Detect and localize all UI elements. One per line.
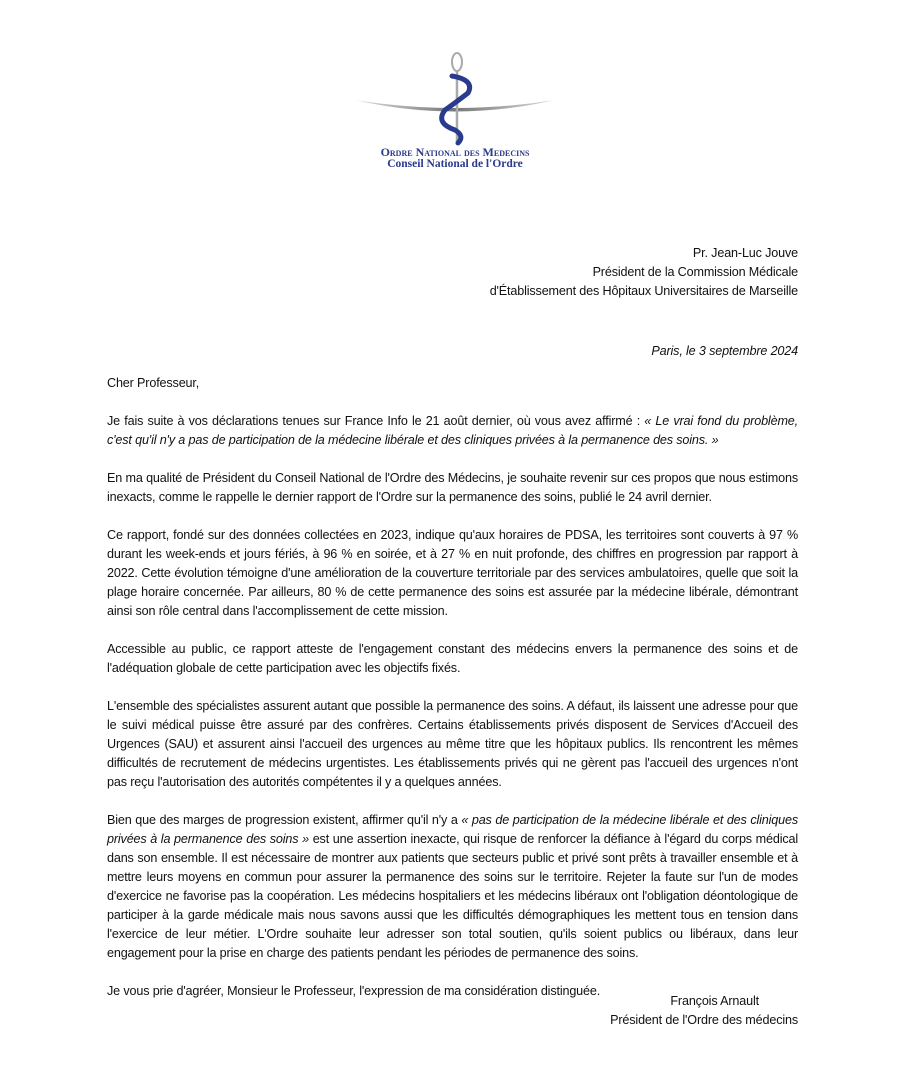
letter-body [107, 374, 798, 1020]
logo-subtitle: Conseil National de l'Ordre [387, 158, 523, 170]
recipient-title: Président de la Commission Médicale [592, 265, 798, 279]
quote: « pas de participation de la médecine libérale et des cliniques privées à la permanence des soins » [107, 813, 798, 846]
signer-title: Président de l'Ordre des médecins [610, 1013, 798, 1027]
paragraph-5: L'ensemble des spécialistes assurent autant que possible la permanence des soins. A défaut, ils laissent une adresse pour que le suivi médical puisse être assuré par des confrères. Certains établissements privés disposent de Services d'Accueil des Urgences (SAU) et assurent ainsi l'accueil des urgences au même titre que les hôpitaux publics. Ils rencontrent les mêmes difficultés de recrutement de médecins urgentistes. Les établissements privés qui ne gèrent pas l'accueil des urgences n'ont pas reçu l'autorisation des autorités compétentes il y a quelques années. [107, 699, 798, 789]
salutation: Cher Professeur, [107, 376, 200, 390]
letter-date: Paris, le 3 septembre 2024 [651, 344, 798, 358]
recipient-name: Pr. Jean-Luc Jouve [692, 246, 798, 260]
recipient-institution: d'Établissement des Hôpitaux Universitaires de Marseille [489, 284, 798, 298]
paragraph-1 [107, 412, 798, 450]
caduceus-icon [350, 48, 560, 148]
quote: « Le vrai fond du problème, c'est qu'il n'y a pas de participation de la médecine libérale et des cliniques privées à la permanence des soins. » [107, 414, 798, 447]
paragraph-text: Je fais suite à vos déclarations tenues sur France Info le 21 août dernier, où vous avez affirmé : [107, 414, 645, 428]
signature-block [610, 992, 798, 1030]
logo-title: Ordre National des Medecins [380, 145, 530, 159]
paragraph-2: En ma qualité de Président du Conseil National de l'Ordre des Médecins, je souhaite revenir sur ces propos que nous estimons inexacts, comme le rappelle le dernier rapport de l'Ordre sur la permanence des soins, publié le 24 avril dernier. [107, 471, 798, 504]
signer-name: François Arnault [670, 994, 759, 1008]
paragraph-3: Ce rapport, fondé sur des données collectées en 2023, indique qu'aux horaires de PDSA, les territoires sont couverts à 97 % durant les week-ends et jours fériés, à 96 % en soirée, et à 27 % en nuit profonde, des chiffres en progression par rapport à 2022. Cette évolution témoigne d'une amélioration de la couverture territoriale par des services ambulatoires, quelle que soit la plage horaire concernée. Par ailleurs, 80 % de cette permanence des soins est assurée par la médecine libérale, démontrant ainsi son rôle central dans l'accomplissement de cette mission. [107, 528, 798, 618]
paragraph-text: est une assertion inexacte, qui risque de renforcer la défiance à l'égard du corps médical dans son ensemble. Il est nécessaire de montrer aux patients que secteurs public et privé sont prêts à travailler ensemble et à mettre leurs moyens en commun pour assurer la permanence des soins sur le territoire. Rejeter la faute sur l'un de modes d'exercice ne favorise pas la coopération. Les médecins hospitaliers et les médecins libéraux ont l'obligation déontologique de participer à la garde médicale mais nous savons aussi que les difficultés démographiques les mettent tous en tension dans l'exercice de leur métier. L'Ordre souhaite leur adresser son total soutien, qu'ils soient publics ou libéraux, dans leur engagement pour la prise en charge des patients pendant les périodes de permanence des soins. [107, 832, 798, 960]
closing: Je vous prie d'agréer, Monsieur le Professeur, l'expression de ma considération distinguée. [107, 984, 601, 998]
ordre-logo [350, 48, 560, 173]
recipient-block [490, 244, 798, 301]
paragraph-4: Accessible au public, ce rapport atteste de l'engagement constant des médecins envers la permanence des soins et de l'adéquation globale de cette participation avec les objectifs fixés. [107, 642, 798, 675]
paragraph-6 [107, 811, 798, 963]
paragraph-text: Bien que des marges de progression existent, affirmer qu'il n'y a [107, 813, 462, 827]
